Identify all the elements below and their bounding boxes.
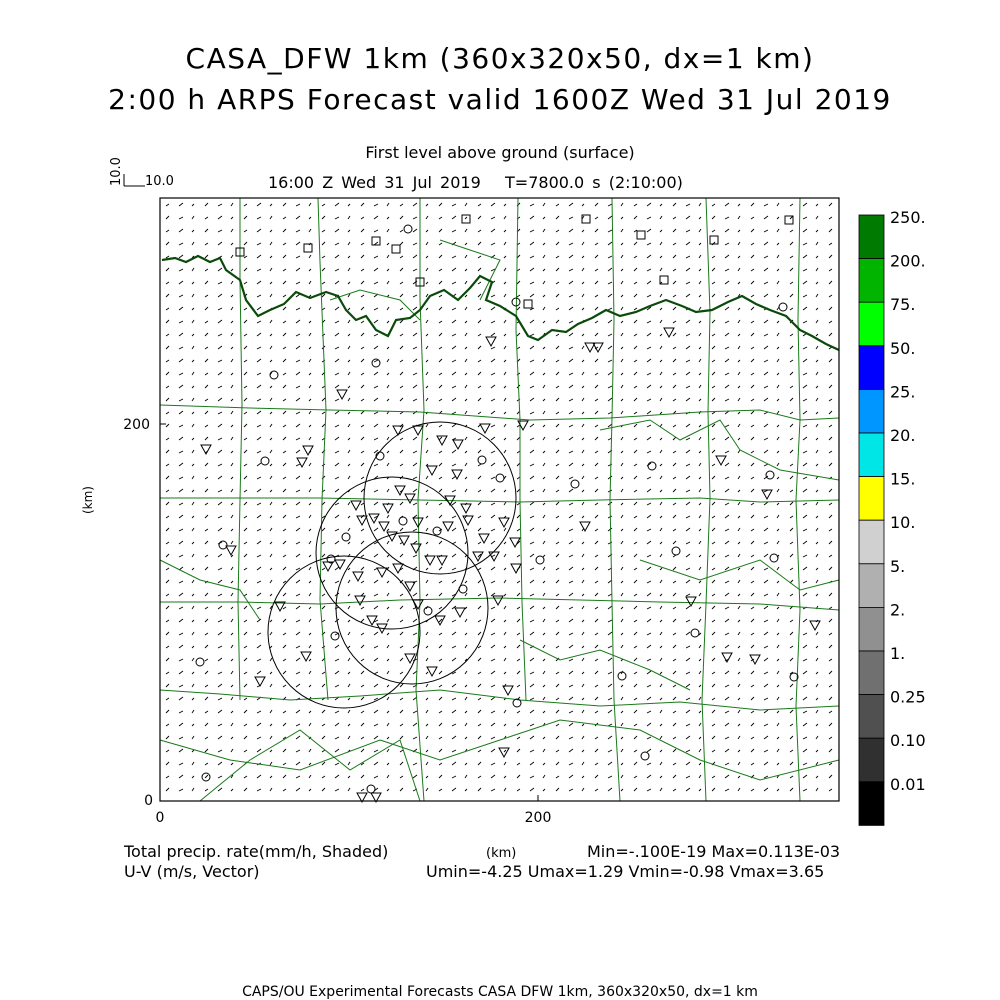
- colorbar-label: 0.25: [890, 687, 926, 707]
- y-axis-unit: (km): [81, 485, 95, 515]
- colorbar-swatch: [859, 564, 884, 608]
- footer-credit: CAPS/OU Experimental Forecasts CASA DFW 1km, 360x320x50, dx=1 km: [242, 984, 758, 1000]
- valid-time: 16:00 Z Wed 31 Jul 2019: [268, 173, 481, 192]
- colorbar-swatch: [859, 607, 884, 651]
- chart-subtitle: 2:00 h ARPS Forecast valid 1600Z Wed 31 Jul 2019: [108, 83, 892, 116]
- x-tick-0: 0: [155, 810, 165, 826]
- colorbar-label: 25.: [890, 382, 916, 402]
- chart-title: CASA_DFW 1km (360x320x50, dx=1 km): [185, 42, 815, 75]
- colorbar-swatch: [859, 782, 884, 826]
- vector-key-v-label: 10.0: [109, 157, 124, 186]
- colorbar-swatch: [859, 302, 884, 346]
- colorbar-swatch: [859, 520, 884, 564]
- vector-key-u-label: 10.0: [145, 174, 174, 189]
- colorbar-label: 0.01: [890, 774, 926, 794]
- colorbar-swatch: [859, 259, 884, 303]
- minmax-precip: Min=-.100E-19 Max=0.113E-03: [587, 842, 841, 861]
- field1-label: Total precip. rate(mm/h, Shaded): [124, 842, 389, 861]
- minmax-wind: Umin=-4.25 Umax=1.29 Vmin=-0.98 Vmax=3.65: [426, 862, 825, 881]
- colorbar-label: 1.: [890, 644, 906, 663]
- vector-key: [109, 157, 174, 189]
- colorbar-label: 200.: [890, 251, 926, 271]
- field2-label: U-V (m/s, Vector): [124, 862, 260, 881]
- colorbar-swatch: [859, 215, 884, 259]
- colorbar-swatch: [859, 477, 884, 521]
- colorbar-swatch: [859, 738, 884, 782]
- colorbar-swatch: [859, 433, 884, 477]
- colorbar-label: 50.: [890, 338, 916, 358]
- y-tick-200: 200: [123, 417, 150, 433]
- forecast-time: T=7800.0 s (2:10:00): [505, 173, 683, 192]
- colorbar-label: 10.: [890, 513, 916, 533]
- colorbar-label: 0.10: [890, 731, 926, 751]
- colorbar: [859, 208, 926, 825]
- colorbar-swatch: [859, 389, 884, 433]
- y-tick-0: 0: [144, 793, 153, 809]
- colorbar-label: 20.: [890, 426, 916, 445]
- colorbar-swatch: [859, 346, 884, 390]
- colorbar-label: 5.: [890, 556, 906, 576]
- colorbar-swatch: [859, 651, 884, 695]
- colorbar-label: 2.: [890, 600, 906, 620]
- level-label: First level above ground (surface): [365, 143, 635, 162]
- plot-area: [160, 198, 839, 801]
- colorbar-label: 15.: [890, 469, 916, 489]
- colorbar-label: 75.: [890, 295, 916, 315]
- colorbar-label: 250.: [890, 208, 926, 227]
- colorbar-swatch: [859, 695, 884, 739]
- x-tick-200: 200: [524, 810, 552, 826]
- x-axis-unit: (km): [486, 846, 517, 861]
